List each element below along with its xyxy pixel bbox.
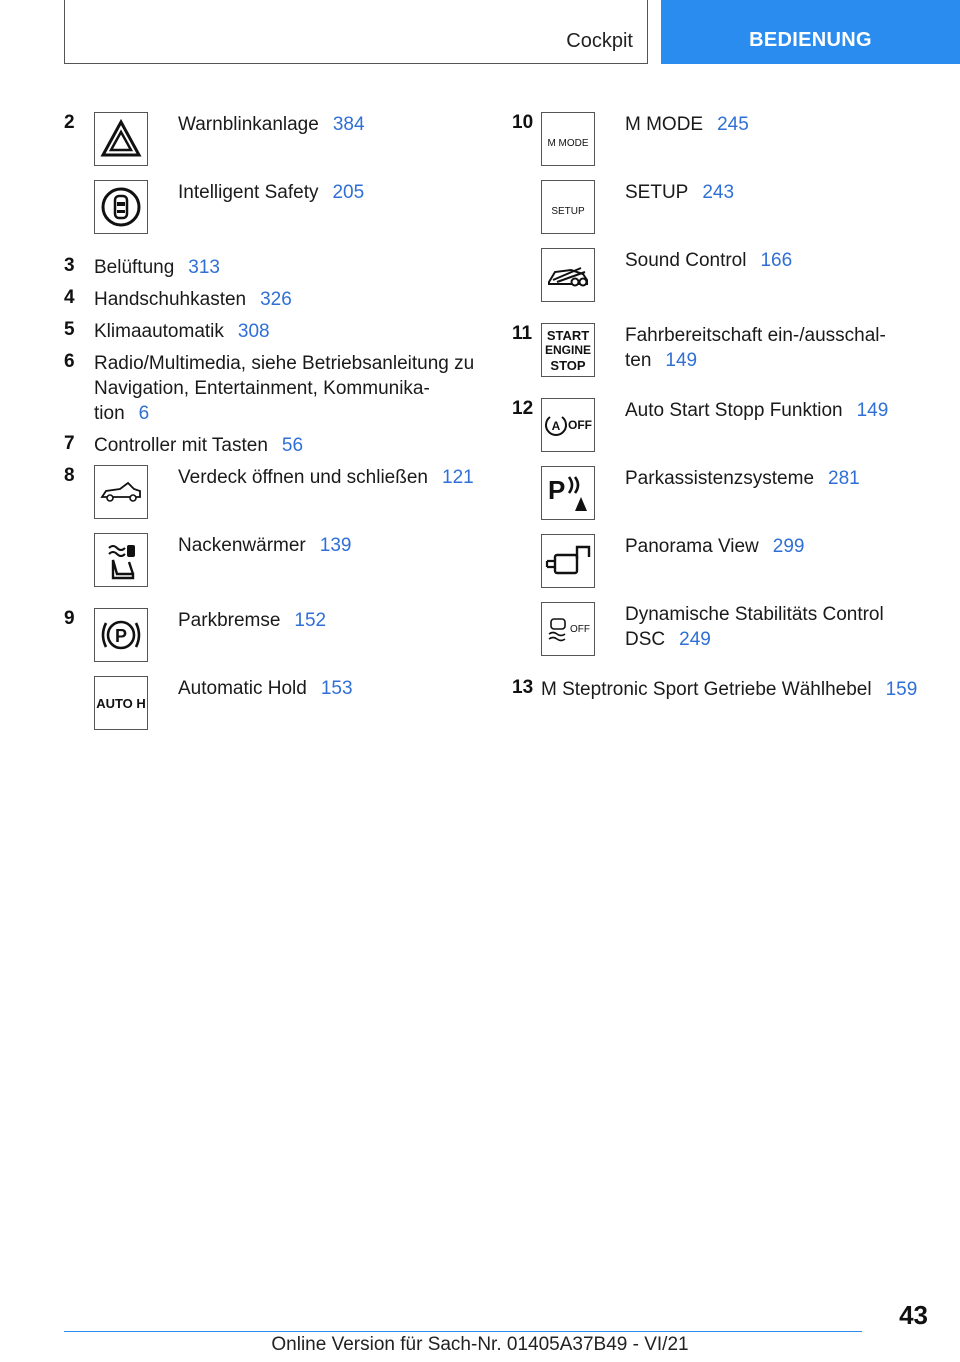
page-link[interactable]: 149 bbox=[856, 400, 889, 421]
convertible-top-icon bbox=[94, 465, 148, 519]
page-link[interactable]: 149 bbox=[665, 350, 698, 371]
item-label: Automatic Hold bbox=[178, 678, 307, 699]
page-link[interactable]: 121 bbox=[442, 467, 474, 488]
list-item bbox=[94, 351, 484, 426]
list-item bbox=[625, 112, 749, 137]
icon-label: AUTO H bbox=[96, 695, 146, 711]
footer-divider bbox=[64, 1331, 862, 1332]
footer-text: Online Version für Sach-Nr. 01405A37B49 - VI/21 bbox=[271, 1334, 689, 1355]
page-link[interactable]: 153 bbox=[320, 678, 353, 699]
item-label: Warnblinkanlage bbox=[178, 114, 319, 135]
page-link[interactable]: 308 bbox=[237, 321, 270, 342]
item-label-line: DSC bbox=[625, 629, 666, 650]
item-number: 11 bbox=[512, 323, 533, 344]
item-label-line: Fahrbereitschaft ein-/ausschal- bbox=[625, 325, 886, 346]
item-number: 13 bbox=[512, 677, 534, 698]
item-label: SETUP bbox=[625, 182, 689, 203]
list-item bbox=[625, 323, 925, 373]
item-label: Handschuhkasten bbox=[94, 289, 247, 310]
dsc-off-icon bbox=[541, 602, 595, 656]
item-number: 2 bbox=[64, 112, 75, 133]
icon-label: OFF bbox=[570, 623, 590, 635]
list-item bbox=[541, 677, 917, 702]
page-link[interactable]: 299 bbox=[772, 536, 805, 557]
item-label: M MODE bbox=[625, 114, 704, 135]
page-link[interactable]: 281 bbox=[828, 468, 860, 489]
page-link[interactable]: 313 bbox=[188, 257, 220, 278]
item-label: M Steptronic Sport Getriebe Wählhebel bbox=[541, 679, 872, 700]
list-item bbox=[625, 466, 860, 491]
item-label: Controller mit Tasten bbox=[94, 435, 268, 456]
list-item bbox=[178, 676, 353, 701]
parking-brake-icon bbox=[94, 608, 148, 662]
item-label: Intelligent Safety bbox=[178, 182, 319, 203]
list-item bbox=[625, 602, 925, 652]
list-item bbox=[178, 533, 351, 558]
m-mode-icon bbox=[541, 112, 595, 166]
page-link[interactable]: 205 bbox=[332, 182, 365, 203]
svg-text:P: P bbox=[548, 475, 566, 505]
list-item bbox=[178, 465, 474, 490]
icon-label: SETUP bbox=[551, 205, 585, 217]
item-label-line: Navigation, Entertainment, Kommunika- bbox=[94, 378, 430, 399]
page-link[interactable]: 139 bbox=[319, 535, 352, 556]
item-number: 7 bbox=[64, 433, 75, 454]
item-label: Klimaautomatik bbox=[94, 321, 224, 342]
item-number: 3 bbox=[64, 255, 75, 276]
page-link[interactable]: 152 bbox=[294, 610, 327, 631]
item-label: Parkbremse bbox=[178, 610, 281, 631]
list-item bbox=[94, 319, 270, 344]
setup-icon bbox=[541, 180, 595, 234]
page-link[interactable]: 249 bbox=[679, 629, 711, 650]
item-number: 5 bbox=[64, 319, 75, 340]
sound-control-icon bbox=[541, 248, 595, 302]
page-link[interactable]: 56 bbox=[281, 435, 304, 456]
icon-label: STOP bbox=[550, 357, 586, 373]
list-item bbox=[625, 398, 888, 423]
icon-label: ENGINE bbox=[544, 342, 591, 357]
svg-text:P: P bbox=[114, 626, 128, 646]
item-label: Belüftung bbox=[94, 257, 175, 278]
chapter-tab[interactable]: BEDIENUNG bbox=[661, 0, 960, 64]
item-label-line: Dynamische Stabilitäts Control bbox=[625, 604, 884, 625]
item-number: 10 bbox=[512, 112, 534, 133]
item-number: 12 bbox=[512, 398, 534, 419]
svg-text:A: A bbox=[551, 419, 561, 433]
page-link[interactable]: 384 bbox=[332, 114, 365, 135]
item-label: Nackenwärmer bbox=[178, 535, 306, 556]
item-label-line: ten bbox=[625, 350, 652, 371]
item-number: 8 bbox=[64, 465, 75, 486]
start-engine-stop-icon bbox=[541, 323, 595, 377]
auto-hold-icon bbox=[94, 676, 148, 730]
page-link[interactable]: 6 bbox=[138, 403, 150, 424]
auto-start-stop-off-icon bbox=[541, 398, 595, 452]
neck-warmer-icon bbox=[94, 533, 148, 587]
list-item bbox=[178, 608, 326, 633]
item-label: Sound Control bbox=[625, 250, 747, 271]
item-label: Verdeck öffnen und schließen bbox=[178, 467, 428, 488]
item-number: 9 bbox=[64, 608, 75, 629]
list-item bbox=[94, 287, 292, 312]
item-number: 4 bbox=[64, 287, 75, 308]
item-label: Parkassistenzsysteme bbox=[625, 468, 815, 489]
icon-label: START bbox=[546, 327, 590, 343]
item-number: 6 bbox=[64, 351, 75, 372]
item-label-line: tion bbox=[94, 403, 125, 424]
intelligent-safety-icon bbox=[94, 180, 148, 234]
list-item bbox=[625, 248, 792, 273]
item-label-line: Radio/Multimedia, siehe Betriebsanleitung zu bbox=[94, 353, 475, 374]
hazard-warning-icon bbox=[94, 112, 148, 166]
icon-label: OFF bbox=[568, 418, 592, 432]
page-link[interactable]: 166 bbox=[760, 250, 793, 271]
page-link[interactable]: 159 bbox=[885, 679, 918, 700]
list-item bbox=[625, 180, 734, 205]
panorama-view-icon bbox=[541, 534, 595, 588]
section-title: Cockpit bbox=[566, 30, 633, 52]
park-assist-icon bbox=[541, 466, 595, 520]
page-link[interactable]: 326 bbox=[260, 289, 292, 310]
list-item bbox=[178, 112, 365, 137]
page-link[interactable]: 245 bbox=[717, 114, 749, 135]
page-number: 43 bbox=[899, 1300, 928, 1330]
item-label: Panorama View bbox=[625, 536, 759, 557]
list-item bbox=[94, 255, 220, 280]
list-item bbox=[94, 433, 303, 458]
item-label: Auto Start Stopp Funktion bbox=[625, 400, 843, 421]
icon-label: M MODE bbox=[547, 137, 589, 149]
list-item bbox=[178, 180, 364, 205]
header-box bbox=[64, 0, 648, 64]
list-item bbox=[625, 534, 804, 559]
page-link[interactable]: 243 bbox=[702, 182, 735, 203]
